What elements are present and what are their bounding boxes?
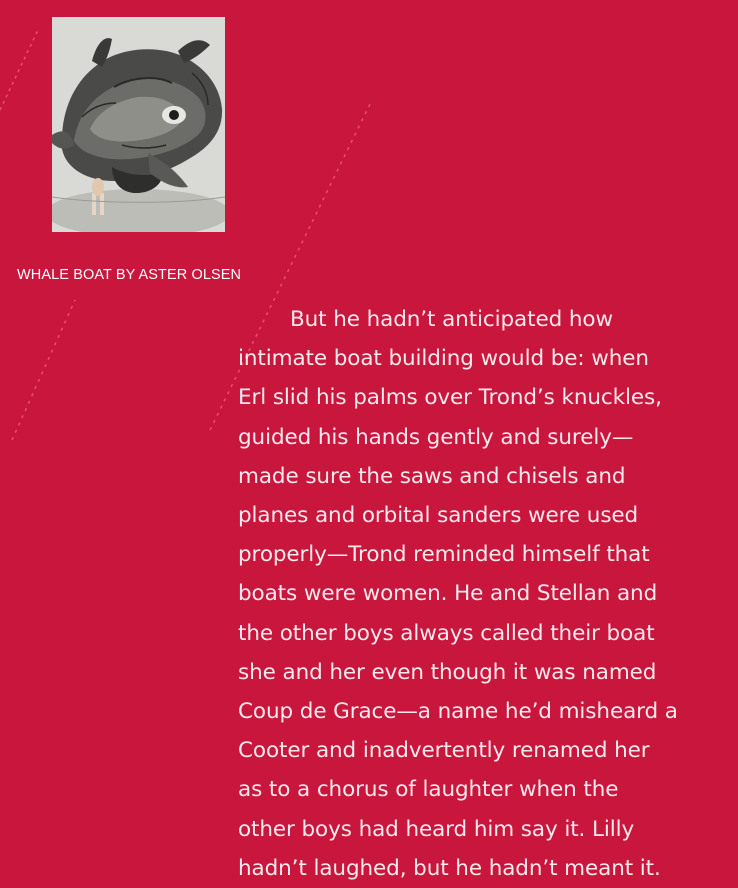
article-line: the other boys always called their boat <box>238 620 655 646</box>
article-line: hadn’t laughed, but he hadn’t meant it. <box>238 855 661 881</box>
whale-boat-illustration <box>52 17 225 232</box>
article-line: she and her even though it was named <box>238 659 657 685</box>
article-line: boats were women. He and Stellan and <box>238 581 658 607</box>
article-line: planes and orbital sanders were used <box>238 503 639 529</box>
article-line: properly—Trond reminded himself that <box>238 542 650 568</box>
article-line: But he hadn’t anticipated how <box>290 307 613 332</box>
article-body <box>238 300 738 888</box>
article-line: as to a chorus of laughter when the <box>238 777 619 803</box>
article-line: other boys had heard him say it. Lilly <box>238 816 635 842</box>
article-line: guided his hands gently and surely— <box>238 424 634 450</box>
article-line: Erl slid his palms over Trond’s knuckles, <box>238 385 662 411</box>
article-line: made sure the saws and chisels and <box>238 463 626 489</box>
article-line: Coup de Grace—a name he’d misheard a <box>238 699 678 725</box>
whale-boat-artwork <box>52 17 225 232</box>
article-line: Cooter and inadvertently renamed her <box>238 738 650 764</box>
article-line: intimate boat building would be: when <box>238 346 649 372</box>
artwork-caption: WHALE BOAT BY ASTER OLSEN <box>17 267 242 283</box>
